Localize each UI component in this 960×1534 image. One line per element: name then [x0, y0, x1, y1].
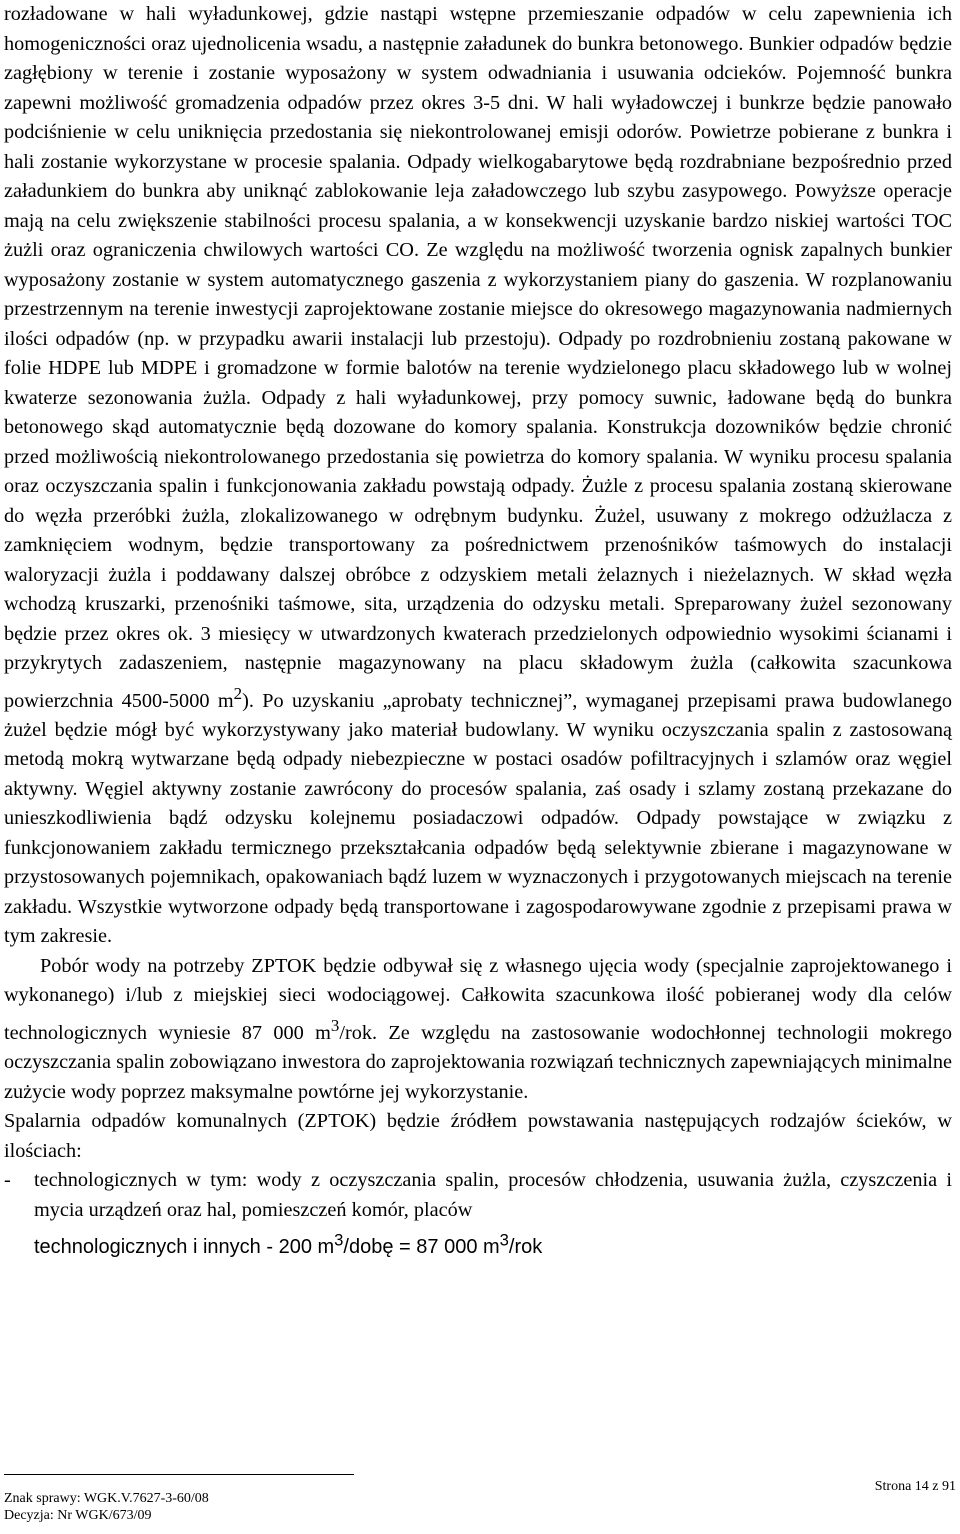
list-item-amount-text-mid: /dobę = 87 000 m: [343, 1235, 500, 1258]
list-item-last-line: [34, 1230, 543, 1258]
list-item-text: [34, 1166, 952, 1262]
document-body: [4, 0, 952, 1262]
paragraph-waste-handling: [4, 0, 952, 952]
case-number: Znak sprawy: WGK.V.7627-3-60/08: [4, 1491, 209, 1506]
list-dash: -: [4, 1169, 11, 1192]
paragraph-water-intake: [4, 952, 952, 1107]
paragraph-text: Pobór wody na potrzeby ZPTOK będzie odbywał się z własnego ujęcia wody (specjalnie zaprojektowanego i wykonanego) i/lub z miejskiej sieci wodociągowej. Całkowita szacunkowa ilość pobieranej wody dla celów technologicznych wyniesie 87 000 m: [4, 954, 952, 1044]
list-item-amount-text-end: /rok: [508, 1235, 543, 1258]
superscript: 3: [330, 1015, 340, 1035]
paragraph-text-continued: /rok. Ze względu na zastosowanie wodochłonnej technologii mokrego oczyszczania spalin zobowiązano inwestora do zaprojektowania rozwiązań technicznych zapewniających minimalne zużycie wody poprzez maksymalne powtórne jej wykorzystanie.: [4, 1021, 952, 1103]
superscript: 3: [499, 1230, 509, 1250]
footer-divider: [4, 1474, 354, 1475]
superscript: 2: [233, 683, 243, 703]
page-number: Strona 14 z 91: [874, 1479, 956, 1494]
list-item-amount-text: technologicznych i innych - 200 m: [34, 1235, 335, 1258]
decision-number: Decyzja: Nr WGK/673/09: [4, 1508, 152, 1523]
list-item-technological-wastewater: [4, 1166, 952, 1262]
paragraph-text-continued: ). Po uzyskaniu „aprobaty technicznej”, wymaganej przepisami prawa budowlanego żużel będzie mógł być wykorzystywany jako materiał budowlany. W wyniku oczyszczania spalin z zastosowaną metodą mokrą wytwarzane będą odpady niebezpieczne w postaci osadów pofiltracyjnych i szlamów oraz węgiel aktywny. Węgiel aktywny zostanie zawrócony do procesów spalania, zaś osady i szlamy zostaną przekazane do unieszkodliwienia bądź odzysku kolejnemu posiadaczowi odpadów. Odpady powstające w związku z funkcjonowaniem zakładu termicznego przekształcania odpadów będą selektywnie zbierane i magazynowane w przystosowanych pojemnikach, opakowaniach bądź luzem w wyznaczonych i przygotowanych miejscach na terenie zakładu. Wszystkie wytworzone odpady będą transportowane i zagospodarowywane zgodnie z przepisami prawa w tym zakresie.: [4, 689, 952, 948]
paragraph-text: rozładowane w hali wyładunkowej, gdzie nastąpi wstępne przemieszanie odpadów w celu zapewnienia ich homogeniczności oraz ujednolicenia wsadu, a następnie załadunek do bunkra betonowego. Bunkier odpadów będzie zagłębiony w terenie i zostanie wyposażony w system odwadniania i usuwania odcieków. Pojemność bunkra zapewni możliwość gromadzenia odpadów przez okres 3-5 dni. W hali wyładowczej i bunkrze będzie panowało podciśnienie w celu uniknięcia przedostania się niekontrolowanej emisji odorów. Powietrze pobierane z bunkra i hali zostanie wykorzystane w procesie spalania. Odpady wielkogabarytowe będą rozdrabniane bezpośrednio przed załadunkiem do bunkra aby uniknąć zablokowanie leja załadowczego lub szybu zasypowego. Powyższe operacje mają na celu zwiększenie stabilności procesu spalania, a w konsekwencji uzyskanie bardzo niskiej wartości TOC żużli oraz ograniczenia chwilowych wartości CO. Ze względu na możliwość tworzenia ognisk zapalnych bunkier wyposażony zostanie w system automatycznego gaszenia z wykorzystaniem piany do gaszenia. W rozplanowaniu przestrzennym na terenie inwestycji zaprojektowane zostanie miejsce do okresowego magazynowania nadmiernych ilości odpadów (np. w przypadku awarii instalacji lub przestoju). Odpady po rozdrobnieniu zostaną pakowane w folie HDPE lub MDPE i gromadzone w formie balotów na terenie wydzielonego placu składowego lub w wolnej kwaterze sezonowania żużla. Odpady z hali wyładunkowej, przy pomocy suwnic, ładowane będą do bunkra betonowego skąd automatycznie będą dozowane do komory spalania. Konstrukcja dozowników będzie chronić przed możliwością niekontrolowanego przedostania się powietrza do komory spalania. W wyniku procesu spalania oraz oczyszczania spalin i funkcjonowania zakładu powstają odpady. Żużle z procesu spalania zostaną skierowane do węzła przeróbki żużla, zlokalizowanego w odrębnym budynku. Żużel, usuwany z mokrego odżużlacza z zamknięciem wodnym, będzie transportowany za pośrednictwem przenośników taśmowych do instalacji waloryzacji żużla i poddawany dalszej obróbce z odzyskiem metali żelaznych i nieżelaznych. W skład węzła wchodzą kruszarki, przenośniki taśmowe, sita, urządzenia do odzysku metali. Spreparowany żużel sezonowany będzie przez okres ok. 3 miesięcy w utwardzonych kwaterach przedzielonych odpowiednio wysokimi ścianami i przykrytych zadaszeniem, następnie magazynowany na placu składowym żużla (całkowita szacunkowa powierzchnia 4500-5000 m: [4, 3, 952, 712]
superscript: 3: [334, 1230, 344, 1250]
footer-case-info: [4, 1490, 209, 1524]
paragraph-wastewater-intro: Spalarnia odpadów komunalnych (ZPTOK) będzie źródłem powstawania następujących rodzajów ścieków, w ilościach:: [4, 1110, 952, 1162]
list-item-text-body: technologicznych w tym: wody z oczyszczania spalin, procesów chłodzenia, usuwania żużla, czyszczenia i mycia urządzeń oraz hal, pomieszczeń komór, placów: [34, 1169, 952, 1221]
